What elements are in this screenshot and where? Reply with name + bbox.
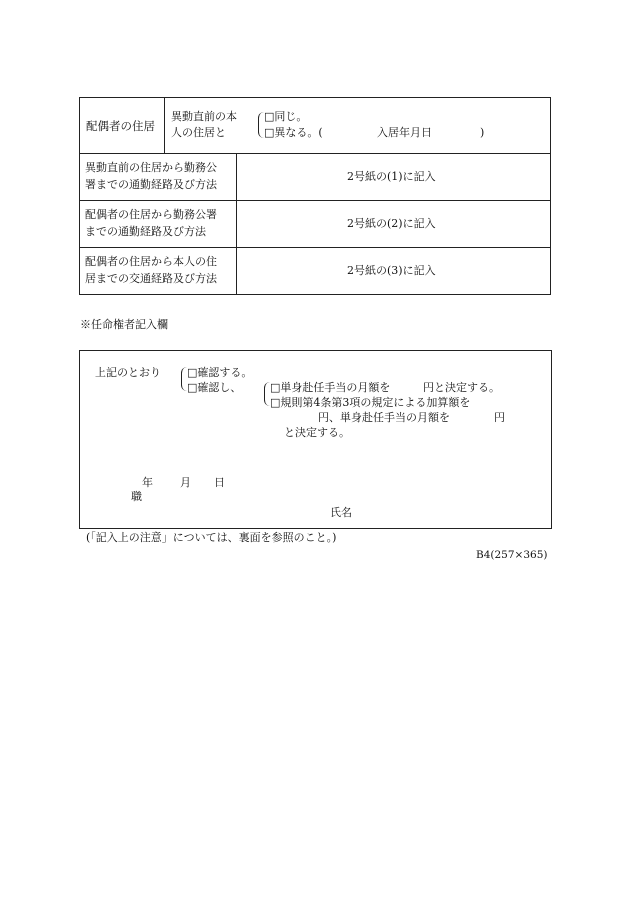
appointer-section-title: ※任命権者記入欄: [80, 318, 168, 331]
row1-option-same[interactable]: □同じ。: [264, 110, 308, 123]
row2-label-line2: 署までの通勤経路及び方法: [85, 178, 217, 191]
row3-label-line2: までの通勤経路及び方法: [85, 225, 206, 238]
table-border-right: [550, 97, 551, 295]
sub-option2-line2-a: 円、単身赴任手当の月額を: [318, 411, 450, 424]
table-col-divider-row1: [164, 97, 165, 153]
row3-value: 2号紙の(2)に記入: [347, 217, 436, 230]
sub-option2[interactable]: □規則第4条第3項の規定による加算額を: [270, 396, 471, 409]
row1-sublabel-line1: 異動直前の本: [171, 110, 237, 123]
sub-option1-b: 円と決定する。: [423, 381, 500, 394]
option-confirmed[interactable]: □確認する。: [187, 366, 253, 379]
row2-label-line1: 異動直前の住居から勤務公: [85, 161, 217, 174]
row2-value: 2号紙の(1)に記入: [347, 170, 436, 183]
row4-label-line2: 居までの交通経路及び方法: [85, 272, 217, 285]
paper-size: B4(257×365): [476, 549, 548, 561]
sub-option2-line2-b: 円: [494, 411, 505, 424]
row4-label-line1: 配偶者の住居から本人の住: [85, 255, 217, 268]
row1-label: 配偶者の住居: [86, 119, 155, 133]
table-row-divider: [79, 247, 551, 248]
table-border-left: [79, 97, 80, 295]
table-row-divider: [79, 153, 551, 154]
table-col-divider: [236, 153, 237, 294]
row1-option-different[interactable]: □異なる。(: [264, 126, 323, 139]
table-row-divider: [79, 200, 551, 201]
row1-sublabel-line2: 人の住居と: [171, 126, 226, 139]
appointer-intro: 上記のとおり: [95, 366, 161, 379]
date-year: 年: [142, 476, 153, 489]
row3-label-line1: 配偶者の住居から勤務公署: [85, 208, 217, 221]
sub-option2-line3: と決定する。: [284, 426, 350, 439]
row4-value: 2号紙の(3)に記入: [347, 264, 436, 277]
row1-close-paren: ): [480, 126, 485, 139]
table-border-top: [79, 97, 551, 98]
row1-move-in-date: 入居年月日: [377, 126, 432, 139]
footer-note: (「記入上の注意」については、裏面を参照のこと。): [86, 531, 337, 544]
date-month: 月: [180, 476, 191, 489]
sub-option1-a[interactable]: □単身赴任手当の月額を: [270, 381, 391, 394]
title-label: 職: [131, 490, 142, 503]
table-border-bottom: [79, 294, 551, 295]
date-day: 日: [214, 476, 225, 489]
name-label: 氏名: [330, 506, 352, 519]
option-confirmed-and[interactable]: □確認し、: [187, 381, 242, 394]
